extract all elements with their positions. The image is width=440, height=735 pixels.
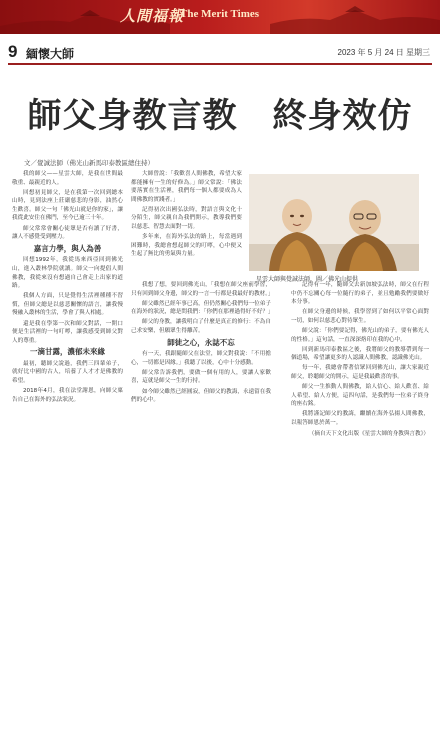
masthead-title-en: The Merit Times	[180, 8, 260, 20]
paragraph: 回到新馬印泰教區之後，我將師父的教導帶到每一個道場，希望讓更多的人認識人間佛教，認識佛光山。	[291, 346, 429, 362]
paragraph: 我的師父——星雲大師，是我在世間最敬重、最親近的人。	[12, 171, 123, 186]
page-number: 9	[8, 42, 18, 61]
paragraph: 師父一生推動人間佛教，給人信心、給人歡喜、給人希望、給人方便，這四句話，是我們每一位弟子終身的座右銘。	[291, 384, 429, 408]
issue-date: 2023 年 5 月 24 日 星期三	[337, 48, 430, 57]
masthead-banner	[0, 0, 440, 34]
section-title: 緬懷大師	[26, 47, 75, 61]
paragraph: 最初，聽師父說過，我們三四輩弟子，就好比中國的古人，培養了人才才是佛教的希望。	[12, 360, 123, 385]
paragraph: 有一天，我跟隨師父在法堂，師父對我說：「不用擔心，一切都是因緣。」我聽了以後，心中十分感動。	[131, 351, 271, 366]
article-column-1	[12, 170, 123, 406]
article-attribution: （摘自天下文化出版《星雲大師的身教與言教》）	[308, 430, 429, 437]
article-column-2	[131, 170, 242, 260]
paragraph: 我個人方面，只是覺得生活裡種種不習慣，但師父總是以慈悲關懷的語言，讓我慢慢融入叢林的生活，學會了與人相處。	[12, 293, 123, 317]
article-column-4	[291, 281, 429, 440]
paragraph: 還是我在學第一次和師父對話，一開口便是生活裡的一句叮嚀，讓我感受到師父對人的尊重。	[12, 320, 123, 344]
header-rule	[8, 63, 432, 65]
paragraph: 記得有一年，隨師父去新加坡弘法時，師父在行程中仍不忘關心每一位隨行的弟子，並且勉勵我們要做好本分事。	[291, 282, 429, 306]
paragraph: 師父說：「你們要記得，佛光山的弟子，要有佛光人的性格。」這句話，一直深深烙印在我的心中。	[291, 327, 429, 343]
paragraph: 我將謹記師父的教誨，繼續在海外弘揚人間佛教，以報答師恩於萬一。	[291, 411, 429, 426]
photo-caption: 星雲大師與覺誠法師，圖／佛光山提供	[256, 276, 359, 283]
article-headline: 師父身教言教 終身效仿	[27, 96, 413, 136]
subheading: 師徒之心，永誌不忘	[167, 337, 235, 347]
paragraph: 師父常告訴我們，要做一個有用的人，要讓人家歡喜，這就是師父一生的行持。	[131, 369, 271, 385]
paragraph: 師父的身教，讓我明白了什麼是真正的修行：不為自己求安樂，但願眾生得離苦。	[131, 319, 271, 334]
monks-photo-illustration	[249, 174, 419, 271]
subheading: 嘉言力學，與人為善	[33, 243, 102, 253]
paragraph: 回想初見師父，是在我第一次回到總本山時，見到法座上莊嚴慈悲的身影，油然心生歡喜。師父一句「佛光山就是你的家」，讓我從此安住在佛門，至今已逾三十年。	[12, 189, 123, 222]
subheading: 一滴甘露，濃郁未來緣	[30, 347, 105, 357]
paragraph: 我想了想，要回到佛光山，「我想在師父座前學習，只有回到師父身邊，師父的一言一行都是我最好的教材。」	[131, 282, 274, 297]
paragraph: 師父雖然已經年事已高，但仍然關心我們每一位弟子在海外的狀況，總是問我們：「你們在那裡過得好不好？」	[131, 300, 274, 316]
article-byline: 文／覺誠法師（佛光山新馬印泰教區總住持）	[24, 159, 154, 167]
paragraph: 師父常常會關心徒眾是否有讀了好書，讓人不感覺受到壓力。	[12, 225, 123, 241]
paragraph: 2018年4月，我在法堂謝恩，向師父稟告自己在海外的弘法狀況。	[12, 388, 123, 403]
paragraph: 回想1992年，我從馬來西亞回到佛光山，進入叢林學院就讀。師父一向提倡人間佛教，我從來沒有想過自己會走上出家的道路。	[12, 257, 123, 290]
article-photo	[249, 174, 419, 271]
paragraph: 記得初次出國弘法時，對語言與文化十分陌生，師父親自為我們開示，教導我們要以慈悲、智慧去面對一切。	[131, 206, 242, 231]
paragraph: 多年來，在海外弘法的路上，每當遇到困難時，我總會想起師父的叮嚀，心中便又生起了無比的勇氣與力量。	[131, 234, 242, 258]
paragraph: 每一年，我總會帶著信眾回到佛光山，讓大家親近師父，聆聽師父的開示，這是我最歡喜的事。	[291, 365, 429, 380]
article-column-3	[131, 281, 274, 406]
paragraph: 在師父身邊的時候，我學習到了如何以平常心面對一切，如何以慈悲心對待眾生。	[291, 309, 429, 324]
paragraph: 如今師父雖然已經圓寂，但師父的教誨，永遠留在我們的心中。	[131, 388, 271, 404]
masthead-title-cn: 人間福報	[120, 7, 185, 25]
paragraph: 大師曾說：「我歡喜人間佛教，希望大家都能擁有一生的好修為。」師父常說：「佛法要落實在生活裡，我們每一個人都要成為人間佛教的實踐者。」	[131, 171, 242, 203]
